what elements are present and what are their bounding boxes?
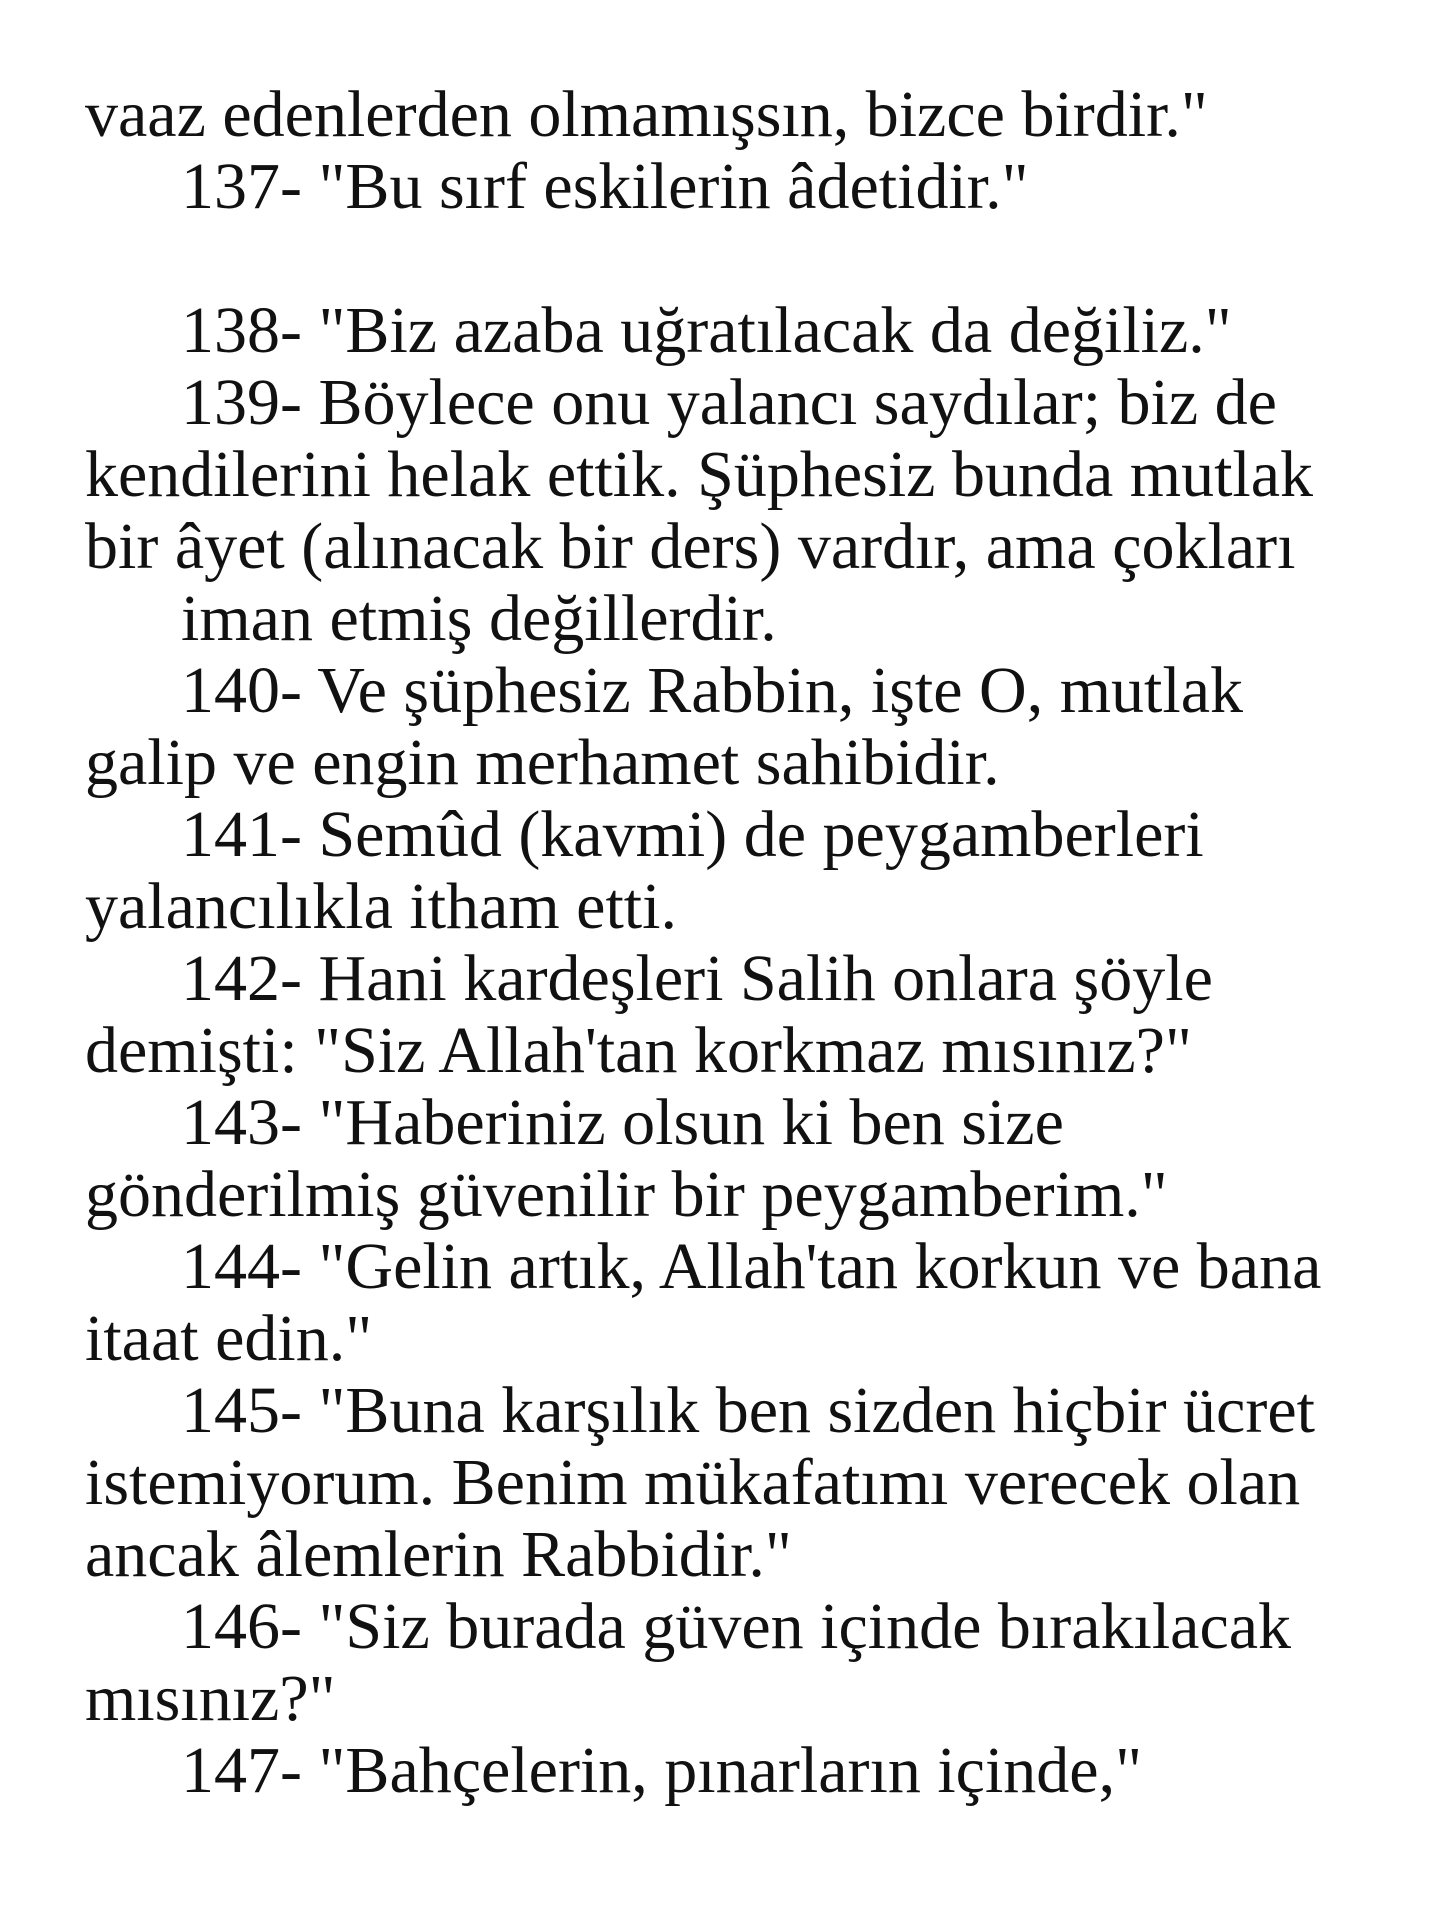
verse-line-142: 142- Hani kardeşleri Salih onlara şöyle — [181, 942, 1213, 1015]
verse-line-145: 145- "Buna karşılık ben sizden hiçbir ücret — [181, 1374, 1315, 1447]
continuation-line: iman etmiş değillerdir. — [181, 582, 777, 655]
verse-line-146: 146- "Siz burada güven içinde bırakılacak — [181, 1590, 1292, 1663]
verse-line-147: 147- "Bahçelerin, pınarların içinde," — [181, 1734, 1143, 1807]
verse-line-139: 139- Böylece onu yalancı saydılar; biz de — [181, 366, 1277, 439]
continuation-line: galip ve engin merhamet sahibidir. — [85, 726, 1000, 799]
verse-line-137: 137- "Bu sırf eskilerin âdetidir." — [181, 150, 1029, 223]
verse-line-138: 138- "Biz azaba uğratılacak da değiliz." — [181, 294, 1232, 367]
continuation-line: vaaz edenlerden olmamışsın, bizce birdir." — [85, 78, 1208, 151]
continuation-line: demişti: "Siz Allah'tan korkmaz mısınız?" — [85, 1014, 1192, 1087]
continuation-line: itaat edin." — [85, 1302, 373, 1375]
continuation-line: gönderilmiş güvenilir bir peygamberim." — [85, 1158, 1168, 1231]
continuation-line: ancak âlemlerin Rabbidir." — [85, 1518, 792, 1591]
verse-line-140: 140- Ve şüphesiz Rabbin, işte O, mutlak — [181, 654, 1243, 727]
verse-line-141: 141- Semûd (kavmi) de peygamberleri — [181, 798, 1204, 871]
continuation-line: istemiyorum. Benim mükafatımı verecek olan — [85, 1446, 1301, 1519]
blank-line — [85, 223, 1440, 295]
continuation-line: yalancılıkla itham etti. — [85, 870, 677, 943]
continuation-line: mısınız?" — [85, 1662, 336, 1735]
continuation-line: kendilerini helak ettik. Şüphesiz bunda mutlak — [85, 438, 1314, 511]
verse-line-144: 144- "Gelin artık, Allah'tan korkun ve bana — [181, 1230, 1322, 1303]
continuation-line: bir âyet (alınacak bir ders) vardır, ama çokları — [85, 510, 1296, 583]
verse-line-143: 143- "Haberiniz olsun ki ben size — [181, 1086, 1064, 1159]
